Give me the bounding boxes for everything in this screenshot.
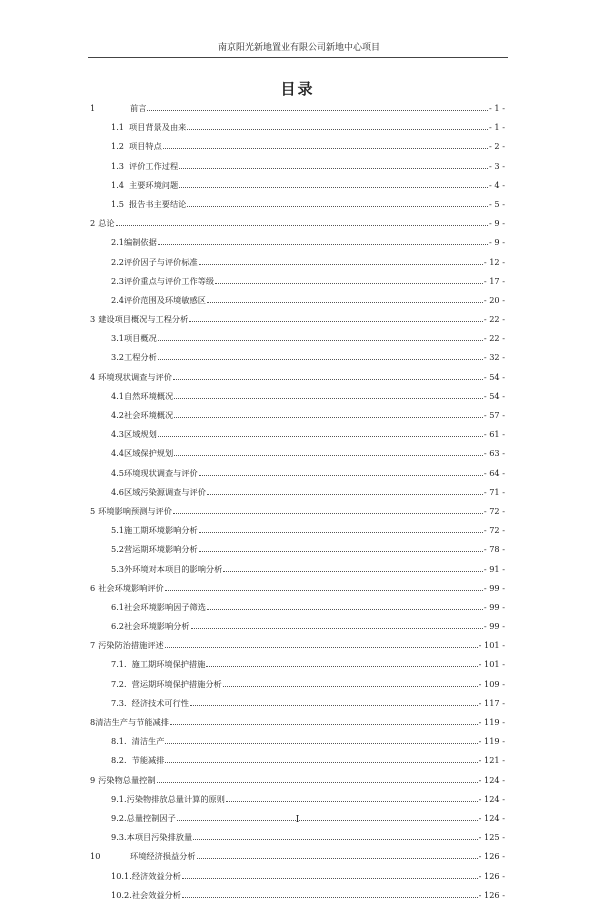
toc-entry-title: 清洁生产	[131, 736, 165, 747]
toc-entry-number: 7	[90, 640, 96, 651]
toc-entry-page: - 4 -	[489, 179, 505, 190]
toc-entry-page: - 20 -	[483, 294, 505, 305]
toc-entry-page: - 119 -	[478, 736, 505, 747]
toc-entry-page: - 9 -	[489, 237, 505, 248]
toc-entry[interactable]	[90, 352, 505, 371]
toc-entry[interactable]	[90, 410, 505, 429]
toc-entry[interactable]	[90, 640, 505, 659]
toc-entry[interactable]	[90, 602, 505, 621]
toc-dot-leader	[116, 225, 488, 226]
toc-dot-leader	[199, 532, 483, 533]
toc-entry-number: 2.4	[111, 294, 125, 305]
toc-entry-number: 4.3	[111, 429, 125, 440]
toc-dot-leader	[158, 436, 483, 437]
toc-dot-leader	[165, 647, 478, 648]
toc-entry-title: 施工期环境影响分析	[124, 525, 198, 536]
toc-entry-number: 4.4	[111, 448, 125, 459]
toc-dot-leader	[158, 359, 483, 360]
toc-dot-leader	[207, 302, 483, 303]
toc-entry-title: 环境影响预测与评价	[98, 505, 172, 516]
toc-entry-title: 社会效益分析	[131, 889, 181, 900]
toc-entry-page: - 3 -	[489, 160, 505, 171]
toc-dot-leader	[158, 340, 483, 341]
toc-entry-page: - 64 -	[483, 467, 505, 478]
toc-dot-leader	[190, 705, 478, 706]
toc-entry-number: 7.1.	[111, 659, 127, 670]
toc-entry-page: - 72 -	[483, 505, 505, 516]
toc-entry-title: 社会环境影响评价	[98, 582, 164, 593]
toc-entry-page: - 99 -	[483, 601, 505, 612]
toc-entry-number: 3.1	[111, 333, 125, 344]
toc-dot-leader	[226, 801, 478, 802]
toc-entry-number: 5.3	[111, 563, 125, 574]
toc-entry[interactable]	[90, 794, 505, 813]
toc-entry-number: 5.2	[111, 544, 125, 555]
toc-entry-number: 2.3	[111, 275, 125, 286]
toc-entry-page: - 57 -	[483, 410, 505, 420]
toc-dot-leader	[187, 129, 488, 130]
toc-dot-leader	[173, 513, 483, 514]
toc-entry[interactable]	[90, 871, 505, 890]
toc-entry-title: 工程分析	[124, 352, 157, 363]
toc-entry-page: - 125 -	[478, 832, 505, 843]
toc-entry-number: 4.2	[111, 410, 125, 420]
toc-entry-number: 1.1	[111, 122, 125, 133]
toc-entry-title: 建设项目概况与工程分析	[98, 314, 189, 325]
toc-entry-page: - 124 -	[478, 793, 505, 804]
toc-entry-page: - 124 -	[478, 774, 505, 785]
toc-dot-leader	[191, 628, 483, 629]
toc-entry-number: 8.2.	[111, 755, 127, 766]
toc-entry-page: - 91 -	[483, 563, 505, 574]
toc-entry[interactable]	[90, 372, 505, 391]
toc-dot-leader	[182, 897, 478, 898]
toc-entry-number: 8	[90, 717, 96, 727]
toc-title: 目录	[280, 80, 315, 98]
toc-entry-title: 评价范围及环境敏感区	[124, 294, 206, 305]
toc-entry-number: 10.2.	[111, 889, 132, 900]
toc-entry[interactable]	[90, 161, 505, 180]
toc-entry-title: 营运期环境保护措施分析	[131, 678, 222, 689]
toc-entry-number: 4.6	[111, 486, 125, 497]
toc-entry[interactable]	[90, 276, 505, 295]
toc-entry-number: 6.1	[111, 601, 125, 612]
toc-entry-page: - 71 -	[483, 486, 505, 497]
toc-entry-title: 污染防治措施评述	[98, 640, 164, 651]
toc-entry-title: 项目背景及由来	[129, 122, 187, 133]
toc-entry-number: 1	[90, 103, 96, 113]
toc-dot-leader	[179, 187, 488, 188]
toc-entry-title: 污染物排放总量计算的原则	[126, 793, 225, 804]
toc-entry-title: 社会环境影响因子筛选	[124, 601, 206, 612]
toc-dot-leader	[197, 858, 478, 859]
toc-entry-title: 编制依据	[124, 237, 157, 248]
toc-entry-title: 环境经济损益分析	[130, 851, 196, 862]
toc-entry[interactable]	[90, 755, 505, 774]
toc-entry[interactable]	[90, 391, 505, 410]
toc-entry-page: - 126 -	[478, 870, 505, 881]
toc-entry[interactable]	[90, 468, 505, 487]
toc-entry-title: 主要环境问题	[129, 179, 179, 190]
toc-entry-page: - 17 -	[483, 275, 505, 286]
toc-entry-page: - 9 -	[489, 218, 505, 229]
toc-entry-number: 7.3.	[111, 697, 127, 708]
toc-dot-leader	[173, 379, 483, 380]
toc-entry-number: 4.5	[111, 467, 125, 478]
toc-entry[interactable]	[90, 237, 505, 256]
toc-entry-page: - 124 -	[478, 812, 505, 823]
toc-entry-title: 污染物总量控制	[98, 774, 156, 785]
toc-entry[interactable]	[90, 103, 505, 122]
toc-entry-title: 评价重点与评价工作等级	[124, 275, 215, 286]
toc-entry-number: 8.1.	[111, 736, 127, 747]
toc-dot-leader	[199, 475, 483, 476]
toc-entry[interactable]	[90, 544, 505, 563]
toc-entry-title: 营运期环境影响分析	[124, 544, 198, 555]
toc-entry[interactable]	[90, 314, 505, 333]
toc-entry-title: 经济技术可行性	[131, 697, 189, 708]
toc-entry-title: 区域规划	[124, 429, 157, 440]
toc-entry-page: - 32 -	[483, 352, 505, 363]
toc-entry[interactable]	[90, 717, 505, 736]
toc-entry[interactable]	[90, 487, 505, 506]
toc-entry-page: - 12 -	[483, 256, 505, 267]
toc-dot-leader	[165, 590, 483, 591]
toc-entry-page: - 22 -	[483, 314, 505, 325]
toc-dot-leader	[165, 743, 477, 744]
toc-entry-page: - 126 -	[478, 851, 505, 862]
toc-entry-number: 7.2.	[111, 678, 127, 689]
toc-dot-leader	[157, 782, 478, 783]
toc-entry-number: 2	[90, 218, 96, 229]
toc-entry-number: 3	[90, 314, 96, 325]
toc-entry[interactable]	[90, 141, 505, 160]
toc-entry-title: 项目概况	[124, 333, 157, 344]
toc-dot-leader	[215, 283, 483, 284]
toc-entry[interactable]	[90, 295, 505, 314]
toc-entry-number: 3.2	[111, 352, 125, 363]
toc-dot-leader	[174, 398, 483, 399]
toc-entry-title: 社会环境影响分析	[124, 621, 190, 632]
toc-entry-number: 9.3.	[111, 832, 127, 843]
toc-entry-number: 10.1.	[111, 870, 132, 881]
page-number: I	[295, 815, 300, 825]
toc-entry-page: - 119 -	[478, 717, 505, 727]
toc-entry[interactable]	[90, 333, 505, 352]
toc-entry-page: - 78 -	[483, 544, 505, 555]
toc-entry-page: - 99 -	[483, 582, 505, 593]
toc-entry-title: 前言	[130, 103, 147, 113]
toc-entry-title: 区域污染源调查与评价	[124, 486, 206, 497]
toc-entry-number: 4.1	[111, 390, 125, 401]
toc-dot-leader	[158, 244, 488, 245]
toc-entry-page: - 99 -	[483, 621, 505, 632]
toc-entry-title: 总论	[98, 218, 115, 229]
toc-dot-leader	[206, 666, 477, 667]
header-divider	[88, 57, 508, 58]
toc-entry-title: 节能减排	[131, 755, 165, 766]
toc-entry-title: 社会环境概况	[124, 410, 174, 420]
toc-entry-title: 环境现状调查与评价	[124, 467, 198, 478]
toc-entry-number: 9.2.	[111, 812, 127, 823]
toc-dot-leader	[174, 455, 483, 456]
toc-entry-number: 5.1	[111, 525, 125, 536]
running-header: 南京阳光新地置业有限公司新地中心项目	[217, 43, 380, 53]
toc-dot-leader	[174, 417, 483, 418]
toc-entry[interactable]	[90, 736, 505, 755]
toc-entry-number: 5	[90, 505, 96, 516]
toc-dot-leader	[223, 686, 478, 687]
toc-entry[interactable]	[90, 506, 505, 525]
toc-dot-leader	[207, 609, 483, 610]
toc-entry[interactable]	[90, 621, 505, 640]
toc-dot-leader	[189, 321, 483, 322]
toc-entry-title: 自然环境概况	[124, 390, 174, 401]
toc-entry-title: 评价因子与评价标准	[124, 256, 198, 267]
toc-dot-leader	[199, 264, 483, 265]
toc-entry[interactable]	[90, 257, 505, 276]
toc-entry-page: - 2 -	[489, 141, 505, 152]
toc-entry-number: 1.4	[111, 179, 125, 190]
toc-entry-number: 2.2	[111, 256, 125, 267]
toc-entry-number: 1.5	[111, 198, 125, 209]
toc-entry[interactable]	[90, 851, 505, 870]
toc-dot-leader	[179, 168, 488, 169]
toc-dot-leader	[193, 839, 477, 840]
toc-entry-number: 6.2	[111, 621, 125, 632]
toc-dot-leader	[223, 571, 483, 572]
toc-dot-leader	[207, 494, 483, 495]
toc-entry-title: 项目特点	[129, 141, 162, 152]
toc-dot-leader	[182, 878, 478, 879]
toc-entry[interactable]	[90, 122, 505, 141]
toc-entry-number: 4	[90, 371, 96, 382]
toc-entry[interactable]	[90, 659, 505, 678]
toc-entry-page: - 126 -	[478, 889, 505, 900]
toc-entry[interactable]	[90, 564, 505, 583]
toc-dot-leader	[170, 724, 478, 725]
toc-entry-number: 9.1.	[111, 793, 127, 804]
toc-dot-leader	[199, 551, 483, 552]
toc-entry[interactable]	[90, 698, 505, 717]
toc-entry-title: 评价工作过程	[129, 160, 179, 171]
toc-entry[interactable]	[90, 525, 505, 544]
toc-entry-title: 区域保护规划	[124, 448, 174, 459]
toc-entry-number: 1.3	[111, 160, 125, 171]
toc-entry[interactable]	[90, 583, 505, 602]
toc-entry-title: 本项目污染排放量	[126, 832, 193, 843]
toc-dot-leader	[165, 762, 477, 763]
toc-entry[interactable]	[90, 218, 505, 237]
table-of-contents	[90, 103, 505, 909]
toc-entry[interactable]	[90, 775, 505, 794]
toc-entry-page: - 61 -	[483, 429, 505, 440]
toc-entry-page: - 22 -	[483, 333, 505, 344]
toc-entry-number: 2.1	[111, 237, 125, 248]
toc-entry-page: - 1 -	[489, 122, 505, 133]
toc-entry-page: - 54 -	[483, 390, 505, 401]
toc-entry-title: 报告书主要结论	[129, 198, 187, 209]
toc-entry-page: - 109 -	[478, 678, 505, 689]
toc-entry-title: 清洁生产与节能减排	[95, 717, 169, 727]
toc-entry-title: 总量控制因子	[126, 812, 176, 823]
toc-entry-number: 6	[90, 582, 96, 593]
toc-entry[interactable]	[90, 199, 505, 218]
toc-entry[interactable]	[90, 890, 505, 909]
toc-entry-page: - 121 -	[478, 755, 505, 766]
toc-entry-title: 环境现状调查与评价	[98, 371, 172, 382]
toc-dot-leader	[163, 148, 488, 149]
toc-entry[interactable]	[90, 679, 505, 698]
toc-dot-leader	[187, 206, 488, 207]
toc-entry-page: - 117 -	[478, 697, 505, 708]
toc-entry[interactable]	[90, 448, 505, 467]
toc-entry[interactable]	[90, 180, 505, 199]
toc-entry-page: - 54 -	[483, 371, 505, 382]
toc-entry-page: - 5 -	[489, 198, 505, 209]
toc-entry[interactable]	[90, 429, 505, 448]
toc-entry-number: 1.2	[111, 141, 125, 152]
toc-entry-title: 外环境对本项目的影响分析	[124, 563, 223, 574]
toc-entry-number: 10	[90, 851, 101, 862]
toc-entry-page: - 72 -	[483, 525, 505, 536]
toc-entry-page: - 1 -	[489, 103, 505, 113]
toc-entry-page: - 101 -	[478, 659, 505, 670]
toc-entry-title: 经济效益分析	[131, 870, 181, 881]
toc-entry-number: 9	[90, 774, 96, 785]
toc-entry-page: - 101 -	[478, 640, 505, 651]
toc-entry-title: 施工期环境保护措施	[131, 659, 206, 670]
toc-dot-leader	[147, 110, 488, 111]
toc-entry-page: - 63 -	[483, 448, 505, 459]
